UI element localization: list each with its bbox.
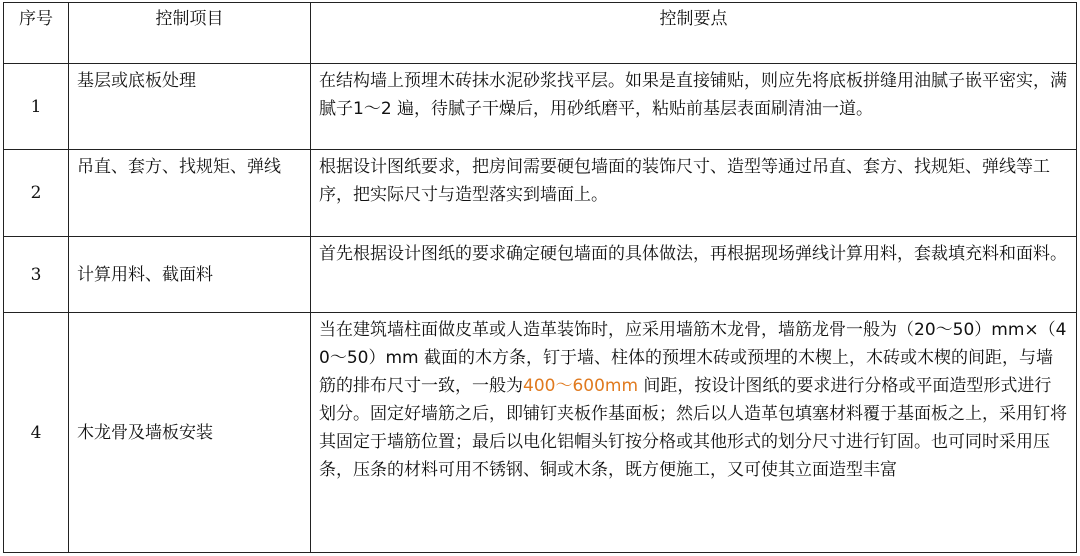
table-row — [4, 313, 1077, 553]
row-no: 1 — [4, 64, 69, 150]
table-row — [4, 64, 1077, 150]
header-no: 序号 — [4, 3, 69, 64]
row-item: 基层或底板处理 — [69, 64, 311, 150]
header-item: 控制项目 — [69, 3, 311, 64]
row-no: 2 — [4, 150, 69, 237]
row-no: 3 — [4, 237, 69, 313]
row-points: 首先根据设计图纸的要求确定硬包墙面的具体做法，再根据现场弹线计算用料，套裁填充料和面料。 — [311, 237, 1077, 313]
points-text-before: 当在建筑墙柱面做皮革或人造革装饰时，应采用墙筋木龙骨，墙筋龙骨一般为（20～50）mm×（40～50）mm 截面的木方条，钉于墙、柱体的预埋木砖或预埋的木楔上，木砖或木楔的间距，与墙筋的排布尺寸一致，一般为 — [319, 320, 1067, 396]
table-row — [4, 150, 1077, 237]
row-item: 吊直、套方、找规矩、弹线 — [69, 150, 311, 237]
row-points — [311, 313, 1077, 553]
table-row — [4, 237, 1077, 313]
header-row — [4, 3, 1077, 64]
row-item: 木龙骨及墙板安装 — [69, 313, 311, 553]
points-text-after: 间距，按设计图纸的要求进行分格或平面造型形式进行划分。固定好墙筋之后，即铺钉夹板作基面板；然后以人造革包填塞材料覆于基面板之上，采用钉将其固定于墙筋位置；最后以电化铝帽头钉按分格或其他形式的划分尺寸进行钉固。也可同时采用压条，压条的材料可用不锈钢、铜或木条，既方便施工，又可使其立面造型丰富 — [319, 376, 1067, 480]
header-points: 控制要点 — [311, 3, 1077, 64]
row-no: 4 — [4, 313, 69, 553]
row-item: 计算用料、截面料 — [69, 237, 311, 313]
control-points-table — [3, 2, 1077, 553]
points-highlight: 400～600mm — [523, 376, 639, 396]
row-points: 根据设计图纸要求，把房间需要硬包墙面的装饰尺寸、造型等通过吊直、套方、找规矩、弹线等工序，把实际尺寸与造型落实到墙面上。 — [311, 150, 1077, 237]
row-points: 在结构墙上预埋木砖抹水泥砂浆找平层。如果是直接铺贴，则应先将底板拼缝用油腻子嵌平密实，满腻子1～2 遍，待腻子干燥后，用砂纸磨平，粘贴前基层表面刷清油一道。 — [311, 64, 1077, 150]
